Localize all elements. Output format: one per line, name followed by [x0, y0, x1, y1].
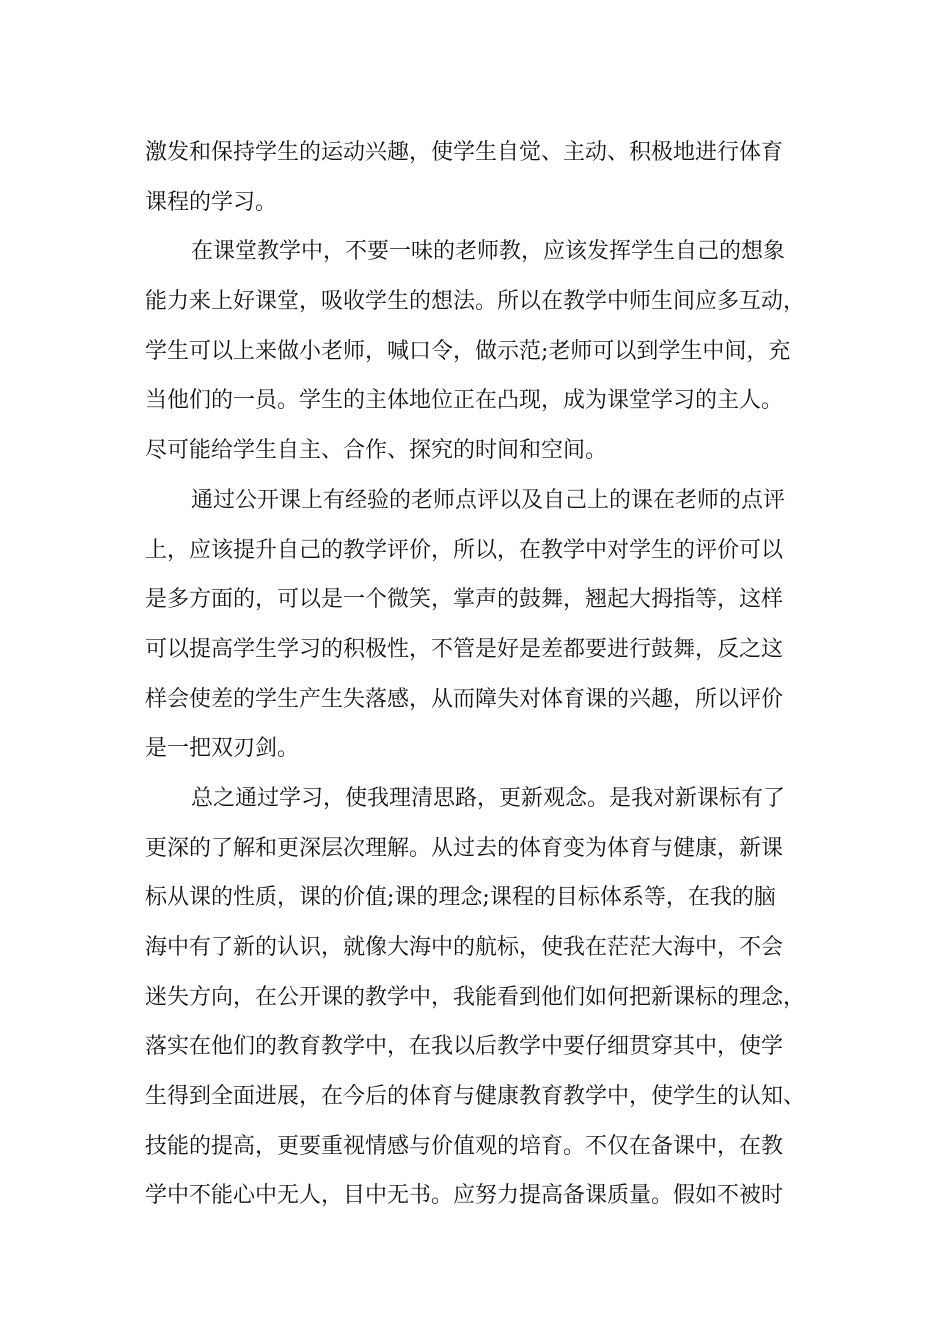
paragraph-4-line-6: 落实在他们的教育教学中，在我以后教学中要仔细贯穿其中，使学 — [145, 1034, 784, 1060]
paragraph-4-line-7: 生得到全面进展，在今后的体育与健康教育教学中，使学生的认知、 — [145, 1084, 806, 1110]
paragraph-4-line-1: 总之通过学习，使我理清思路，更新观念。是我对新课标有了 — [191, 785, 786, 811]
paragraph-2-line-4: 当他们的一员。学生的主体地位正在凸现，成为课堂学习的主人。 — [145, 388, 784, 414]
paragraph-2-line-3: 学生可以上来做小老师，喊口令，做示范;老师可以到学生中间，充 — [145, 338, 791, 364]
paragraph-4-line-4: 海中有了新的认识，就像大海中的航标，使我在茫茫大海中，不会 — [145, 935, 784, 960]
body-text — [145, 128, 815, 1221]
paragraph-2-line-1: 在课堂教学中，不要一味的老师教，应该发挥学生自己的想象 — [191, 239, 786, 265]
paragraph-1-line-1: 激发和保持学生的运动兴趣，使学生自觉、主动、积极地进行体育 — [145, 140, 784, 165]
paragraph-4-line-2: 更深的了解和更深层次理解。从过去的体育变为体育与健康，新课 — [145, 835, 784, 861]
paragraph-4-line-5: 迷失方向，在公开课的教学中，我能看到他们如何把新课标的理念， — [145, 984, 806, 1010]
paragraph-2-line-2: 能力来上好课堂，吸收学生的想法。所以在教学中师生间应多互动， — [145, 289, 806, 315]
paragraph-2-line-5: 尽可能给学生自主、合作、探究的时间和空间。 — [145, 438, 608, 464]
paragraph-3-line-4: 可以提高学生学习的积极性，不管是好是差都要进行鼓舞，反之这 — [145, 636, 784, 662]
paragraph-3-line-6: 是一把双刃剑。 — [145, 736, 300, 762]
paragraph-4-line-8: 技能的提高，更要重视情感与价值观的培育。不仅在备课中，在教 — [145, 1133, 784, 1159]
paragraph-3-line-5: 样会使差的学生产生失落感，从而障失对体育课的兴趣，所以评价 — [145, 686, 784, 712]
paragraph-3-line-1: 通过公开课上有经验的老师点评以及自己上的课在老师的点评 — [191, 487, 786, 513]
paragraph-3-line-3: 是多方面的，可以是一个微笑，掌声的鼓舞，翘起大拇指等，这样 — [145, 587, 784, 613]
paragraph-1-line-2: 课程的学习。 — [145, 189, 278, 215]
paragraph-3-line-2: 上，应该提升自己的教学评价，所以，在教学中对学生的评价可以 — [145, 537, 784, 563]
paragraph-4-line-9: 学中不能心中无人，目中无书。应努力提高备课质量。假如不被时 — [145, 1183, 784, 1209]
paragraph-4-line-3: 标从课的性质，课的价值;课的理念;课程的目标体系等，在我的脑 — [145, 885, 776, 911]
